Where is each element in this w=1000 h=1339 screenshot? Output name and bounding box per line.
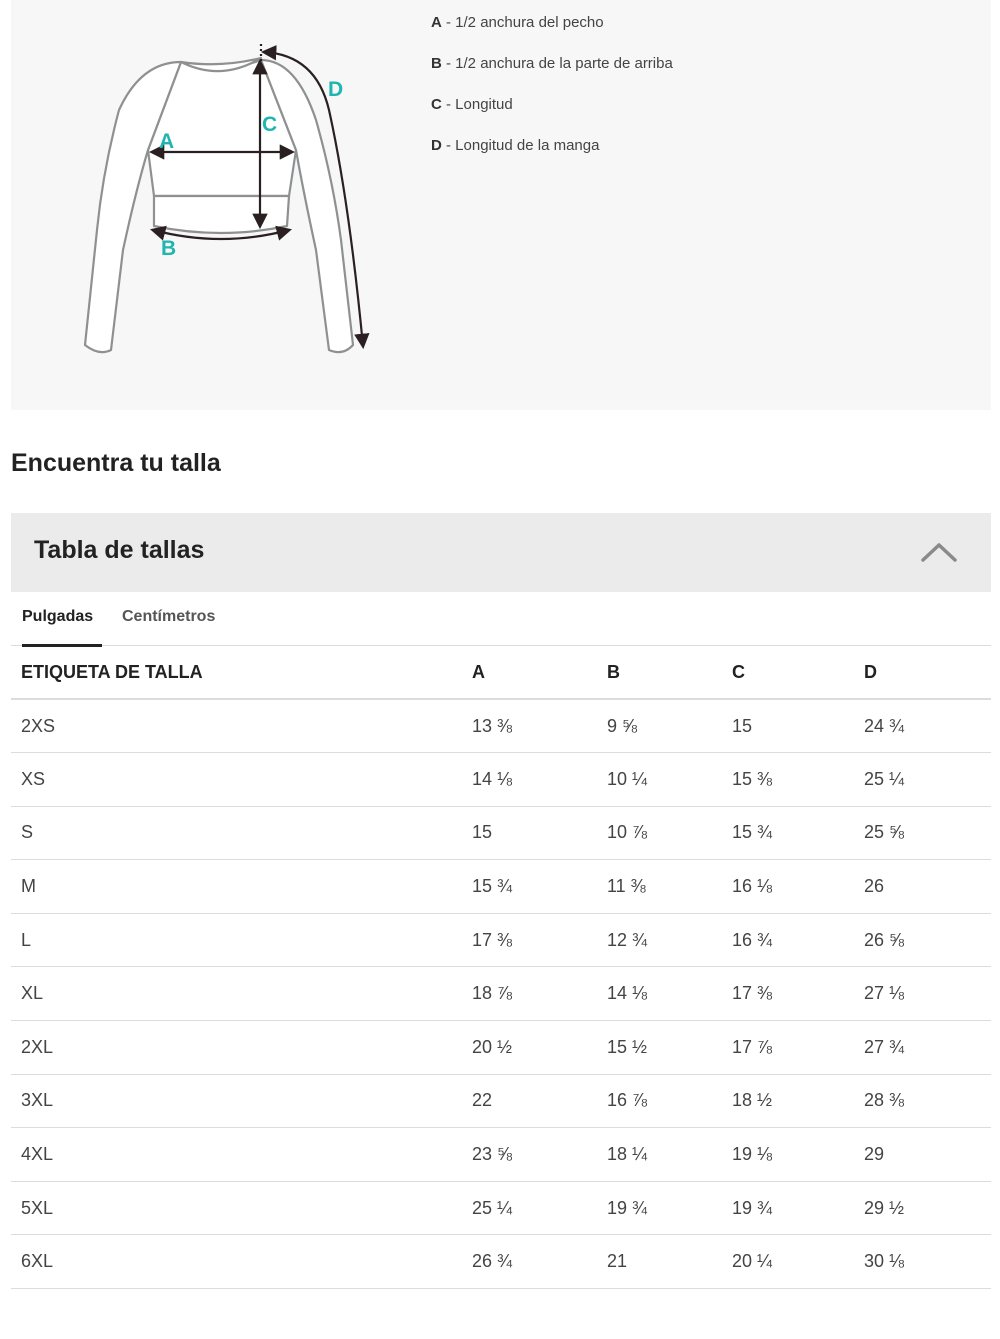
value-c-cell: 15 ⅜: [722, 753, 854, 807]
value-d-cell: 28 ⅜: [854, 1074, 991, 1128]
measurement-legend: [431, 13, 673, 177]
label-a: A: [159, 130, 175, 153]
value-d-cell: 25 ⅝: [854, 806, 991, 860]
value-d-cell: 26 ⅝: [854, 913, 991, 967]
value-c-cell: 17 ⅞: [722, 1021, 854, 1075]
chevron-up-icon[interactable]: [921, 539, 957, 563]
value-a-cell: 15: [462, 806, 597, 860]
value-d-cell: 29 ½: [854, 1181, 991, 1235]
value-d-cell: 27 ⅛: [854, 967, 991, 1021]
tab-centimetros[interactable]: Centímetros: [122, 608, 216, 625]
table-row: [11, 806, 991, 860]
table-row: [11, 699, 991, 753]
legend-item-d: D - Longitud de la manga: [431, 137, 600, 154]
size-label-cell: M: [11, 860, 462, 914]
table-row: [11, 1074, 991, 1128]
value-b-cell: 16 ⅞: [597, 1074, 722, 1128]
label-d: D: [328, 78, 344, 101]
unit-tabs: [11, 592, 991, 646]
value-b-cell: 14 ⅛: [597, 967, 722, 1021]
column-header-b: B: [597, 646, 722, 699]
value-b-cell: 12 ¾: [597, 913, 722, 967]
size-chart-accordion-header[interactable]: [11, 513, 991, 592]
column-header-size-label: ETIQUETA DE TALLA: [11, 646, 462, 699]
size-label-cell: 4XL: [11, 1128, 462, 1182]
value-d-cell: 24 ¾: [854, 699, 991, 753]
table-row: [11, 860, 991, 914]
value-a-cell: 13 ⅜: [462, 699, 597, 753]
value-d-cell: 26: [854, 860, 991, 914]
column-header-d: D: [854, 646, 991, 699]
value-a-cell: 20 ½: [462, 1021, 597, 1075]
legend-item-c: C - Longitud: [431, 96, 513, 113]
value-c-cell: 16 ⅛: [722, 860, 854, 914]
value-d-cell: 29: [854, 1128, 991, 1182]
table-header-row: [11, 646, 991, 699]
size-label-cell: 3XL: [11, 1074, 462, 1128]
table-row: [11, 1181, 991, 1235]
size-chart-title: Tabla de tallas: [34, 536, 205, 564]
size-table: [11, 646, 991, 1289]
value-b-cell: 19 ¾: [597, 1181, 722, 1235]
value-b-cell: 10 ¼: [597, 753, 722, 807]
legend-item-b: B - 1/2 anchura de la parte de arriba: [431, 55, 673, 72]
measurement-guide: [11, 0, 991, 410]
table-row: [11, 967, 991, 1021]
table-row: [11, 1021, 991, 1075]
column-header-a: A: [462, 646, 597, 699]
size-label-cell: XS: [11, 753, 462, 807]
value-c-cell: 18 ½: [722, 1074, 854, 1128]
table-row: [11, 753, 991, 807]
value-c-cell: 20 ¼: [722, 1235, 854, 1289]
size-label-cell: S: [11, 806, 462, 860]
value-d-cell: 27 ¾: [854, 1021, 991, 1075]
value-d-cell: 30 ⅛: [854, 1235, 991, 1289]
value-b-cell: 18 ¼: [597, 1128, 722, 1182]
value-c-cell: 15 ¾: [722, 806, 854, 860]
value-a-cell: 15 ¾: [462, 860, 597, 914]
value-b-cell: 9 ⅝: [597, 699, 722, 753]
value-a-cell: 23 ⅝: [462, 1128, 597, 1182]
value-d-cell: 25 ¼: [854, 753, 991, 807]
value-c-cell: 15: [722, 699, 854, 753]
value-b-cell: 10 ⅞: [597, 806, 722, 860]
tab-pulgadas[interactable]: Pulgadas: [22, 592, 102, 645]
label-b: B: [161, 237, 177, 260]
table-row: [11, 913, 991, 967]
value-a-cell: 14 ⅛: [462, 753, 597, 807]
table-row: [11, 1235, 991, 1289]
value-c-cell: 17 ⅜: [722, 967, 854, 1021]
value-b-cell: 21: [597, 1235, 722, 1289]
value-a-cell: 17 ⅜: [462, 913, 597, 967]
value-a-cell: 22: [462, 1074, 597, 1128]
value-c-cell: 16 ¾: [722, 913, 854, 967]
crop-top-diagram: [11, 0, 391, 410]
legend-item-a: A - 1/2 anchura del pecho: [431, 14, 604, 31]
size-label-cell: 5XL: [11, 1181, 462, 1235]
value-c-cell: 19 ⅛: [722, 1128, 854, 1182]
value-a-cell: 26 ¾: [462, 1235, 597, 1289]
column-header-c: C: [722, 646, 854, 699]
table-row: [11, 1128, 991, 1182]
label-c: C: [262, 113, 278, 136]
value-b-cell: 15 ½: [597, 1021, 722, 1075]
find-size-title: Encuentra tu talla: [11, 449, 221, 477]
size-label-cell: 2XL: [11, 1021, 462, 1075]
size-label-cell: L: [11, 913, 462, 967]
size-label-cell: 2XS: [11, 699, 462, 753]
garment-waistband: [154, 196, 289, 233]
size-label-cell: XL: [11, 967, 462, 1021]
value-c-cell: 19 ¾: [722, 1181, 854, 1235]
value-a-cell: 25 ¼: [462, 1181, 597, 1235]
value-b-cell: 11 ⅜: [597, 860, 722, 914]
size-label-cell: 6XL: [11, 1235, 462, 1289]
value-a-cell: 18 ⅞: [462, 967, 597, 1021]
